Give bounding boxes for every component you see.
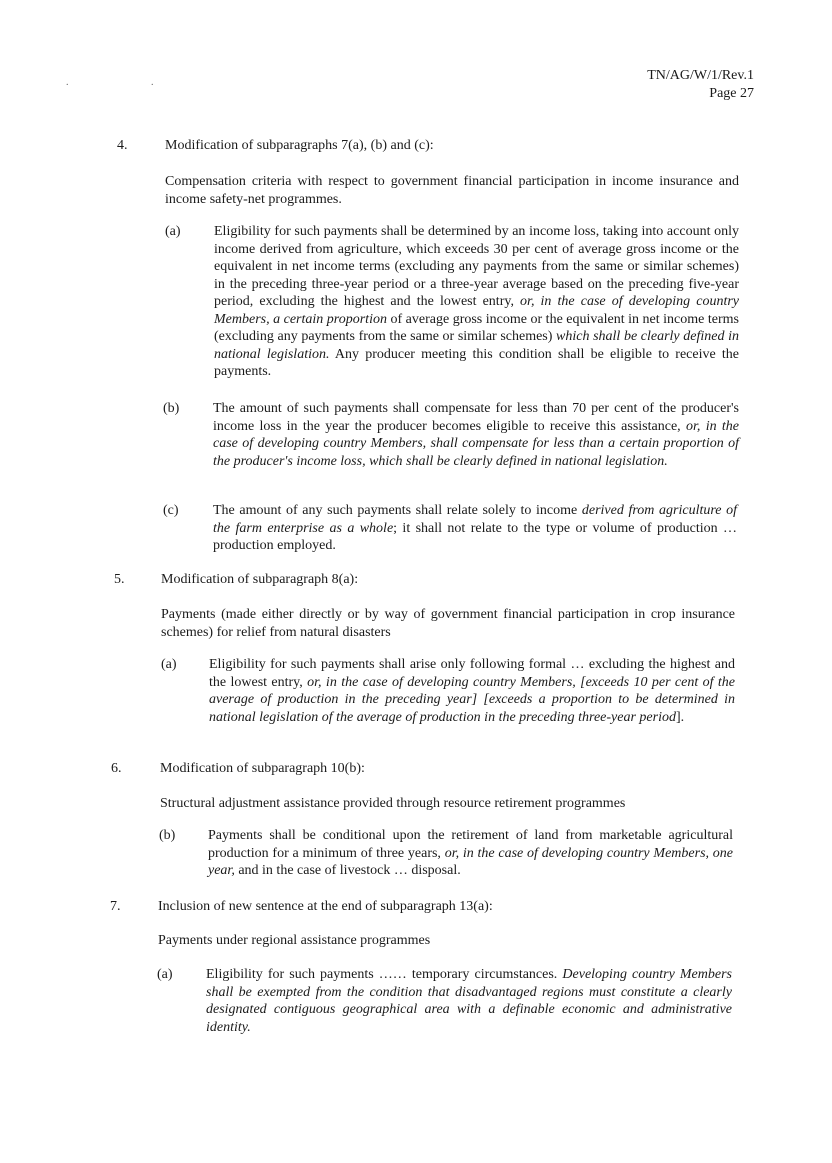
text-segment: Any producer meeting this condition shall be eligible to receive the payments. <box>214 346 740 379</box>
section-intro: Compensation criteria with respect to government financial participation in income insurance and income safety-net programmes. <box>165 174 739 207</box>
text-segment: of average gross income or the equivalent in net income terms (excluding any payments from the same or similar schemes) <box>214 311 739 344</box>
section-number: 6. <box>111 761 122 776</box>
text-segment: The amount of such payments shall compensate for less than 70 per cent of the producer's income loss in the year the producer becomes eligible to receive this assistance, <box>213 401 739 434</box>
page-number: Page 27 <box>709 86 754 101</box>
section-intro: Payments under regional assistance programmes <box>158 933 431 948</box>
subparagraph-label: (b) <box>163 401 180 416</box>
text-segment: The amount of any such payments shall relate solely to income <box>213 503 582 518</box>
section-intro: Payments (made either directly or by way of government financial participation in crop insurance schemes) for relief from natural disasters <box>161 607 735 640</box>
subparagraph-text <box>213 400 739 470</box>
text-segment: ]. <box>675 709 685 725</box>
section-title: Inclusion of new sentence at the end of subparagraph 13(a): <box>158 899 493 914</box>
section-intro: Structural adjustment assistance provided through resource retirement programmes <box>160 796 626 811</box>
text-segment: and in the case of livestock … disposal. <box>234 863 461 878</box>
italic-text-segment: Developing country Members shall be exempted from the condition that disadvantaged regions must constitute a clearly designated contiguous geographical area with a definable economic and administrative identity. <box>206 967 732 1035</box>
text-segment: Payments shall be conditional upon the retirement of land from marketable agricultural production for a minimum of three years, <box>208 828 733 861</box>
section-number: 5. <box>114 572 125 587</box>
document-header <box>647 67 754 103</box>
text-segment: Eligibility for such payments shall arise only following formal … excluding the highest and the lowest entry, <box>209 657 735 690</box>
italic-text-segment: derived from agriculture of the farm enterprise as a whole <box>213 503 737 536</box>
section-number: 4. <box>117 138 128 153</box>
subparagraph-text <box>213 502 737 555</box>
section-title: Modification of subparagraph 8(a): <box>161 572 359 587</box>
text-segment: ; it shall not relate to the type or volume of production … production employed. <box>213 520 737 553</box>
scan-specks: . . <box>66 77 194 88</box>
subparagraph-text <box>214 223 739 381</box>
italic-text-segment: or, in the case of developing country Members, [exceeds 10 per cent of the average of production in the preceding year] [exceeds a proportion to be determined in national legislation of the average of production in the preceding three-year period <box>209 674 735 725</box>
italic-text-segment: or, in the case of developing country Members, shall compensate for less than a certain proportion of the producer's income loss, which shall be clearly defined in national legislation. <box>213 418 740 469</box>
section-number: 7. <box>110 899 121 914</box>
subparagraph-label: (a) <box>157 967 173 982</box>
subparagraph-label: (a) <box>161 657 177 672</box>
subparagraph-label: (c) <box>163 503 179 518</box>
subparagraph-text <box>206 966 732 1036</box>
section-title: Modification of subparagraph 10(b): <box>160 761 365 776</box>
text-segment: Eligibility for such payments …… temporary circumstances. <box>206 967 563 982</box>
italic-text-segment: which shall be clearly defined in national legislation. <box>214 329 739 362</box>
subparagraph-label: (b) <box>159 828 176 843</box>
italic-text-segment: or, in the case of developing country Members, a certain proportion <box>214 294 739 327</box>
subparagraph-label: (a) <box>165 224 181 239</box>
text-segment: Eligibility for such payments shall be determined by an income loss, taking into account only income derived from agriculture, which exceeds 30 per cent of average gross income or the equivalent in net income terms (excluding any payments from the same or similar schemes) in the preceding three-year period or a three-year average based on the preceding five-year period, excluding the highest and the lowest entry, <box>214 224 739 309</box>
italic-text-segment: or, in the case of developing country Members, one year, <box>208 845 733 878</box>
subparagraph-text <box>208 827 733 880</box>
section-title: Modification of subparagraphs 7(a), (b) and (c): <box>165 138 434 153</box>
document-symbol: TN/AG/W/1/Rev.1 <box>647 68 754 83</box>
subparagraph-text <box>209 656 735 726</box>
